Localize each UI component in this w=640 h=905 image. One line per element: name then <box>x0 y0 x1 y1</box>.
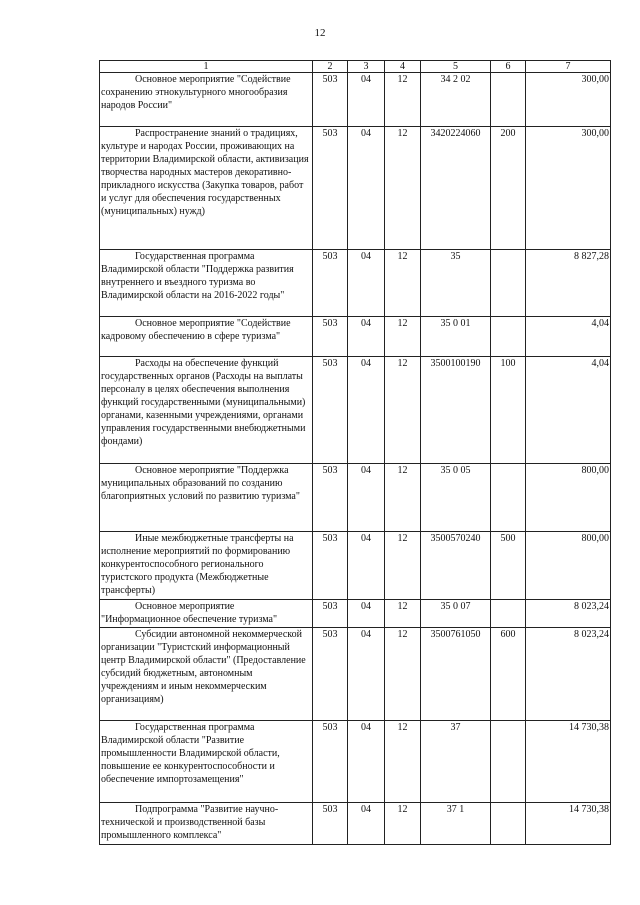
row-code-4: 12 <box>385 628 421 721</box>
row-code-3: 04 <box>348 600 385 628</box>
row-amount: 14 730,38 <box>526 803 611 845</box>
table-row <box>100 628 611 721</box>
row-code-2: 503 <box>313 532 348 600</box>
table-row <box>100 721 611 803</box>
row-code-4: 12 <box>385 803 421 845</box>
row-name: Государственная программа Владимирской области "Поддержка развития внутреннего и въездного туризма во Владимирской области на 2016-2022 годы" <box>100 250 313 317</box>
row-code-2: 503 <box>313 803 348 845</box>
row-code-4: 12 <box>385 127 421 250</box>
row-code-6: 100 <box>491 357 526 464</box>
column-header: 3 <box>348 61 385 73</box>
column-header: 2 <box>313 61 348 73</box>
row-code-3: 04 <box>348 464 385 532</box>
row-name: Субсидии автономной некоммерческой организации "Туристский информационный центр Владимирской области" (Предоставление субсидий бюджетным, автономным учреждениям и иным некоммерческим организациям) <box>100 628 313 721</box>
page-number: 12 <box>314 27 326 39</box>
row-code-4: 12 <box>385 600 421 628</box>
row-name: Подпрограмма "Развитие научно-технической и производственной базы промышленного комплекса" <box>100 803 313 845</box>
budget-table <box>99 60 611 845</box>
table-row <box>100 250 611 317</box>
row-amount: 300,00 <box>526 73 611 127</box>
row-code-5: 35 0 07 <box>421 600 491 628</box>
row-amount: 4,04 <box>526 357 611 464</box>
row-code-3: 04 <box>348 317 385 357</box>
header-row <box>100 61 611 73</box>
row-code-2: 503 <box>313 317 348 357</box>
table-row <box>100 73 611 127</box>
row-code-6 <box>491 803 526 845</box>
row-name: Распространение знаний о традициях, культуре и народах России, проживающих на территории Владимирской области, активизация творчества народных мастеров декоративно-прикладного искусства (Закупка товаров, работ и услуг для обеспечения государственных (муниципальных) нужд) <box>100 127 313 250</box>
column-header: 7 <box>526 61 611 73</box>
row-code-2: 503 <box>313 73 348 127</box>
column-header: 5 <box>421 61 491 73</box>
row-code-3: 04 <box>348 73 385 127</box>
row-name: Иные межбюджетные трансферты на исполнение мероприятий по формированию конкурентоспособного регионального туристского продукта (Межбюджетные трансферты) <box>100 532 313 600</box>
row-code-6: 200 <box>491 127 526 250</box>
row-name: Государственная программа Владимирской области "Развитие промышленности Владимирской области, повышение ее конкурентоспособности и обеспечение импортозамещения" <box>100 721 313 803</box>
row-code-2: 503 <box>313 721 348 803</box>
row-code-3: 04 <box>348 803 385 845</box>
row-code-5: 34 2 02 <box>421 73 491 127</box>
table-row <box>100 357 611 464</box>
row-amount: 800,00 <box>526 464 611 532</box>
row-code-5: 3500761050 <box>421 628 491 721</box>
row-code-5: 3420224060 <box>421 127 491 250</box>
row-amount: 300,00 <box>526 127 611 250</box>
row-code-3: 04 <box>348 628 385 721</box>
row-code-3: 04 <box>348 250 385 317</box>
row-code-2: 503 <box>313 464 348 532</box>
table-row <box>100 317 611 357</box>
table-row <box>100 127 611 250</box>
table-row <box>100 464 611 532</box>
row-code-2: 503 <box>313 250 348 317</box>
table-row <box>100 803 611 845</box>
row-code-6 <box>491 317 526 357</box>
column-header: 4 <box>385 61 421 73</box>
row-amount: 14 730,38 <box>526 721 611 803</box>
row-code-3: 04 <box>348 357 385 464</box>
column-header: 6 <box>491 61 526 73</box>
row-code-5: 37 <box>421 721 491 803</box>
row-amount: 800,00 <box>526 532 611 600</box>
row-code-5: 35 0 05 <box>421 464 491 532</box>
row-name: Основное мероприятие "Поддержка муниципальных образований по созданию благоприятных условий по развитию туризма" <box>100 464 313 532</box>
row-code-6 <box>491 73 526 127</box>
row-name: Расходы на обеспечение функций государственных органов (Расходы на выплаты персоналу в целях обеспечения выполнения функций государственными (муниципальными) органами, казенными учреждениями, органами управления государственными внебюджетными фондами) <box>100 357 313 464</box>
row-code-4: 12 <box>385 464 421 532</box>
row-code-4: 12 <box>385 357 421 464</box>
row-code-6 <box>491 600 526 628</box>
row-amount: 8 827,28 <box>526 250 611 317</box>
row-code-4: 12 <box>385 317 421 357</box>
row-name: Основное мероприятие "Содействие кадровому обеспечению в сфере туризма" <box>100 317 313 357</box>
row-code-3: 04 <box>348 532 385 600</box>
row-code-6 <box>491 721 526 803</box>
column-header: 1 <box>100 61 313 73</box>
row-name: Основное мероприятие "Содействие сохранению этнокультурного многообразия народов России" <box>100 73 313 127</box>
row-code-2: 503 <box>313 628 348 721</box>
row-code-5: 3500570240 <box>421 532 491 600</box>
row-code-6: 500 <box>491 532 526 600</box>
row-code-6: 600 <box>491 628 526 721</box>
row-code-3: 04 <box>348 127 385 250</box>
row-code-4: 12 <box>385 532 421 600</box>
row-code-2: 503 <box>313 600 348 628</box>
row-name: Основное мероприятие "Информационное обеспечение туризма" <box>100 600 313 628</box>
row-amount: 8 023,24 <box>526 628 611 721</box>
row-code-5: 35 <box>421 250 491 317</box>
row-code-5: 37 1 <box>421 803 491 845</box>
row-code-4: 12 <box>385 721 421 803</box>
row-code-2: 503 <box>313 357 348 464</box>
row-amount: 4,04 <box>526 317 611 357</box>
row-code-6 <box>491 250 526 317</box>
row-code-4: 12 <box>385 250 421 317</box>
row-code-5: 3500100190 <box>421 357 491 464</box>
row-code-2: 503 <box>313 127 348 250</box>
table-row <box>100 600 611 628</box>
row-amount: 8 023,24 <box>526 600 611 628</box>
table-row <box>100 532 611 600</box>
row-code-3: 04 <box>348 721 385 803</box>
row-code-5: 35 0 01 <box>421 317 491 357</box>
row-code-6 <box>491 464 526 532</box>
row-code-4: 12 <box>385 73 421 127</box>
